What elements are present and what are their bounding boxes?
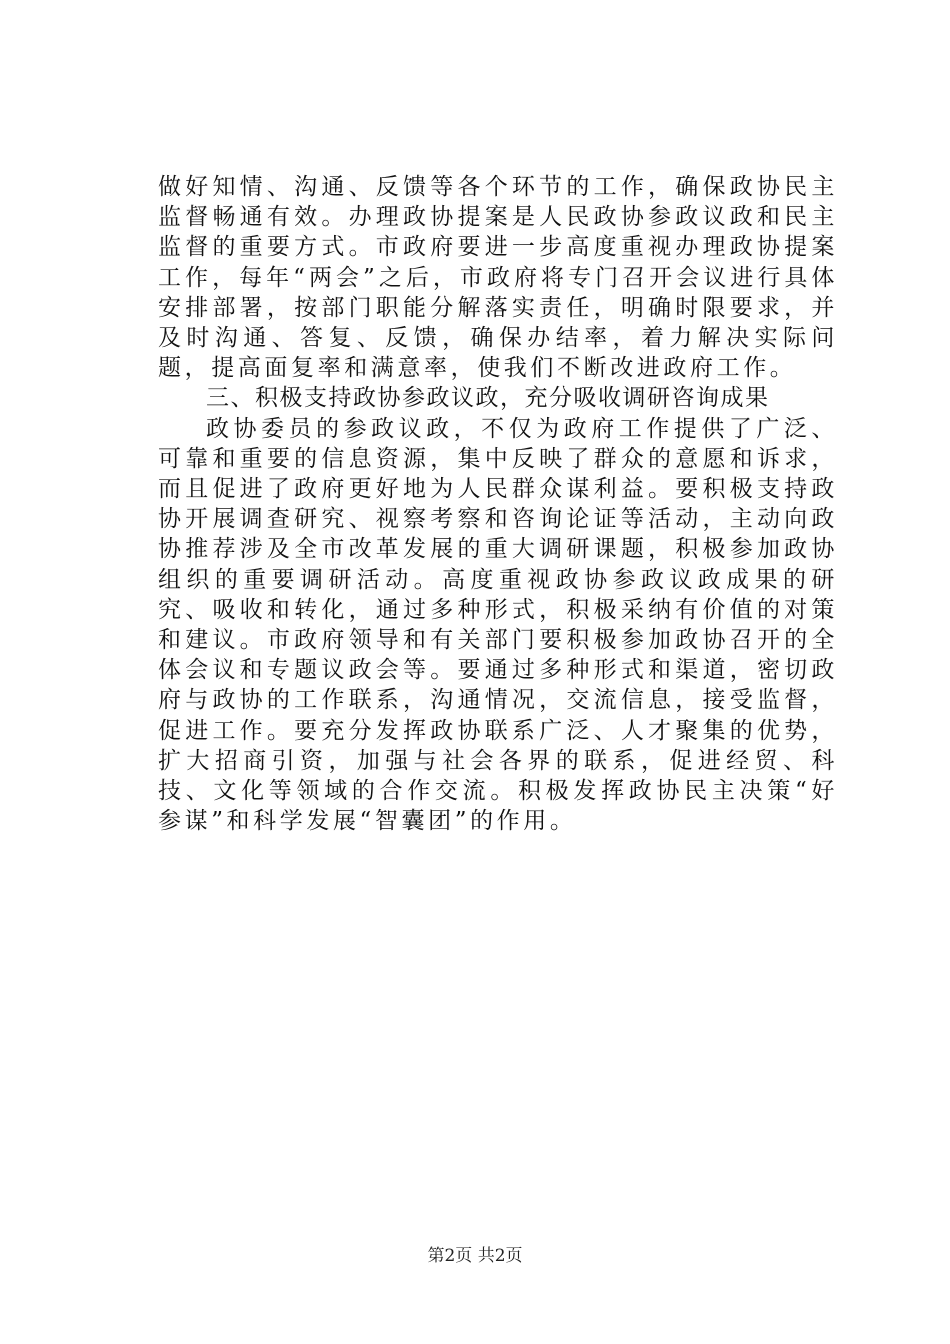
document-body <box>158 172 838 836</box>
body-paragraph: 政协委员的参政议政，不仅为政府工作提供了广泛、可靠和重要的信息资源，集中反映了群众的意愿和诉求，而且促进了政府更好地为人民群众谋利益。要积极支持政协开展调查研究、视察考察和咨询论证等活动，主动向政协推荐涉及全市改革发展的重大调研课题，积极参加政协组织的重要调研活动。高度重视政协参政议政成果的研究、吸收和转化，通过多种形式，积极采纳有价值的对策和建议。市政府领导和有关部门要积极参加政协召开的全体会议和专题议政会等。要通过多种形式和渠道，密切政府与政协的工作联系，沟通情况，交流信息，接受监督，促进工作。要充分发挥政协联系广泛、人才聚集的优势，扩大招商引资，加强与社会各界的联系，促进经贸、科技、文化等领域的合作交流。积极发挥政协民主决策“好参谋”和科学发展“智囊团”的作用。 <box>158 415 838 835</box>
page-footer <box>0 1245 950 1267</box>
page-number-label: 第2页 共2页 <box>427 1246 523 1266</box>
body-paragraph-continued: 做好知情、沟通、反馈等各个环节的工作，确保政协民主监督畅通有效。办理政协提案是人民政协参政议政和民主监督的重要方式。市政府要进一步高度重视办理政协提案工作，每年“两会”之后，市政府将专门召开会议进行具体安排部署，按部门职能分解落实责任，明确时限要求，并及时沟通、答复、反馈，确保办结率，着力解决实际问题，提高面复率和满意率，使我们不断改进政府工作。 <box>158 174 838 382</box>
section-heading: 三、积极支持政协参政议政，充分吸收调研咨询成果 <box>206 385 770 412</box>
